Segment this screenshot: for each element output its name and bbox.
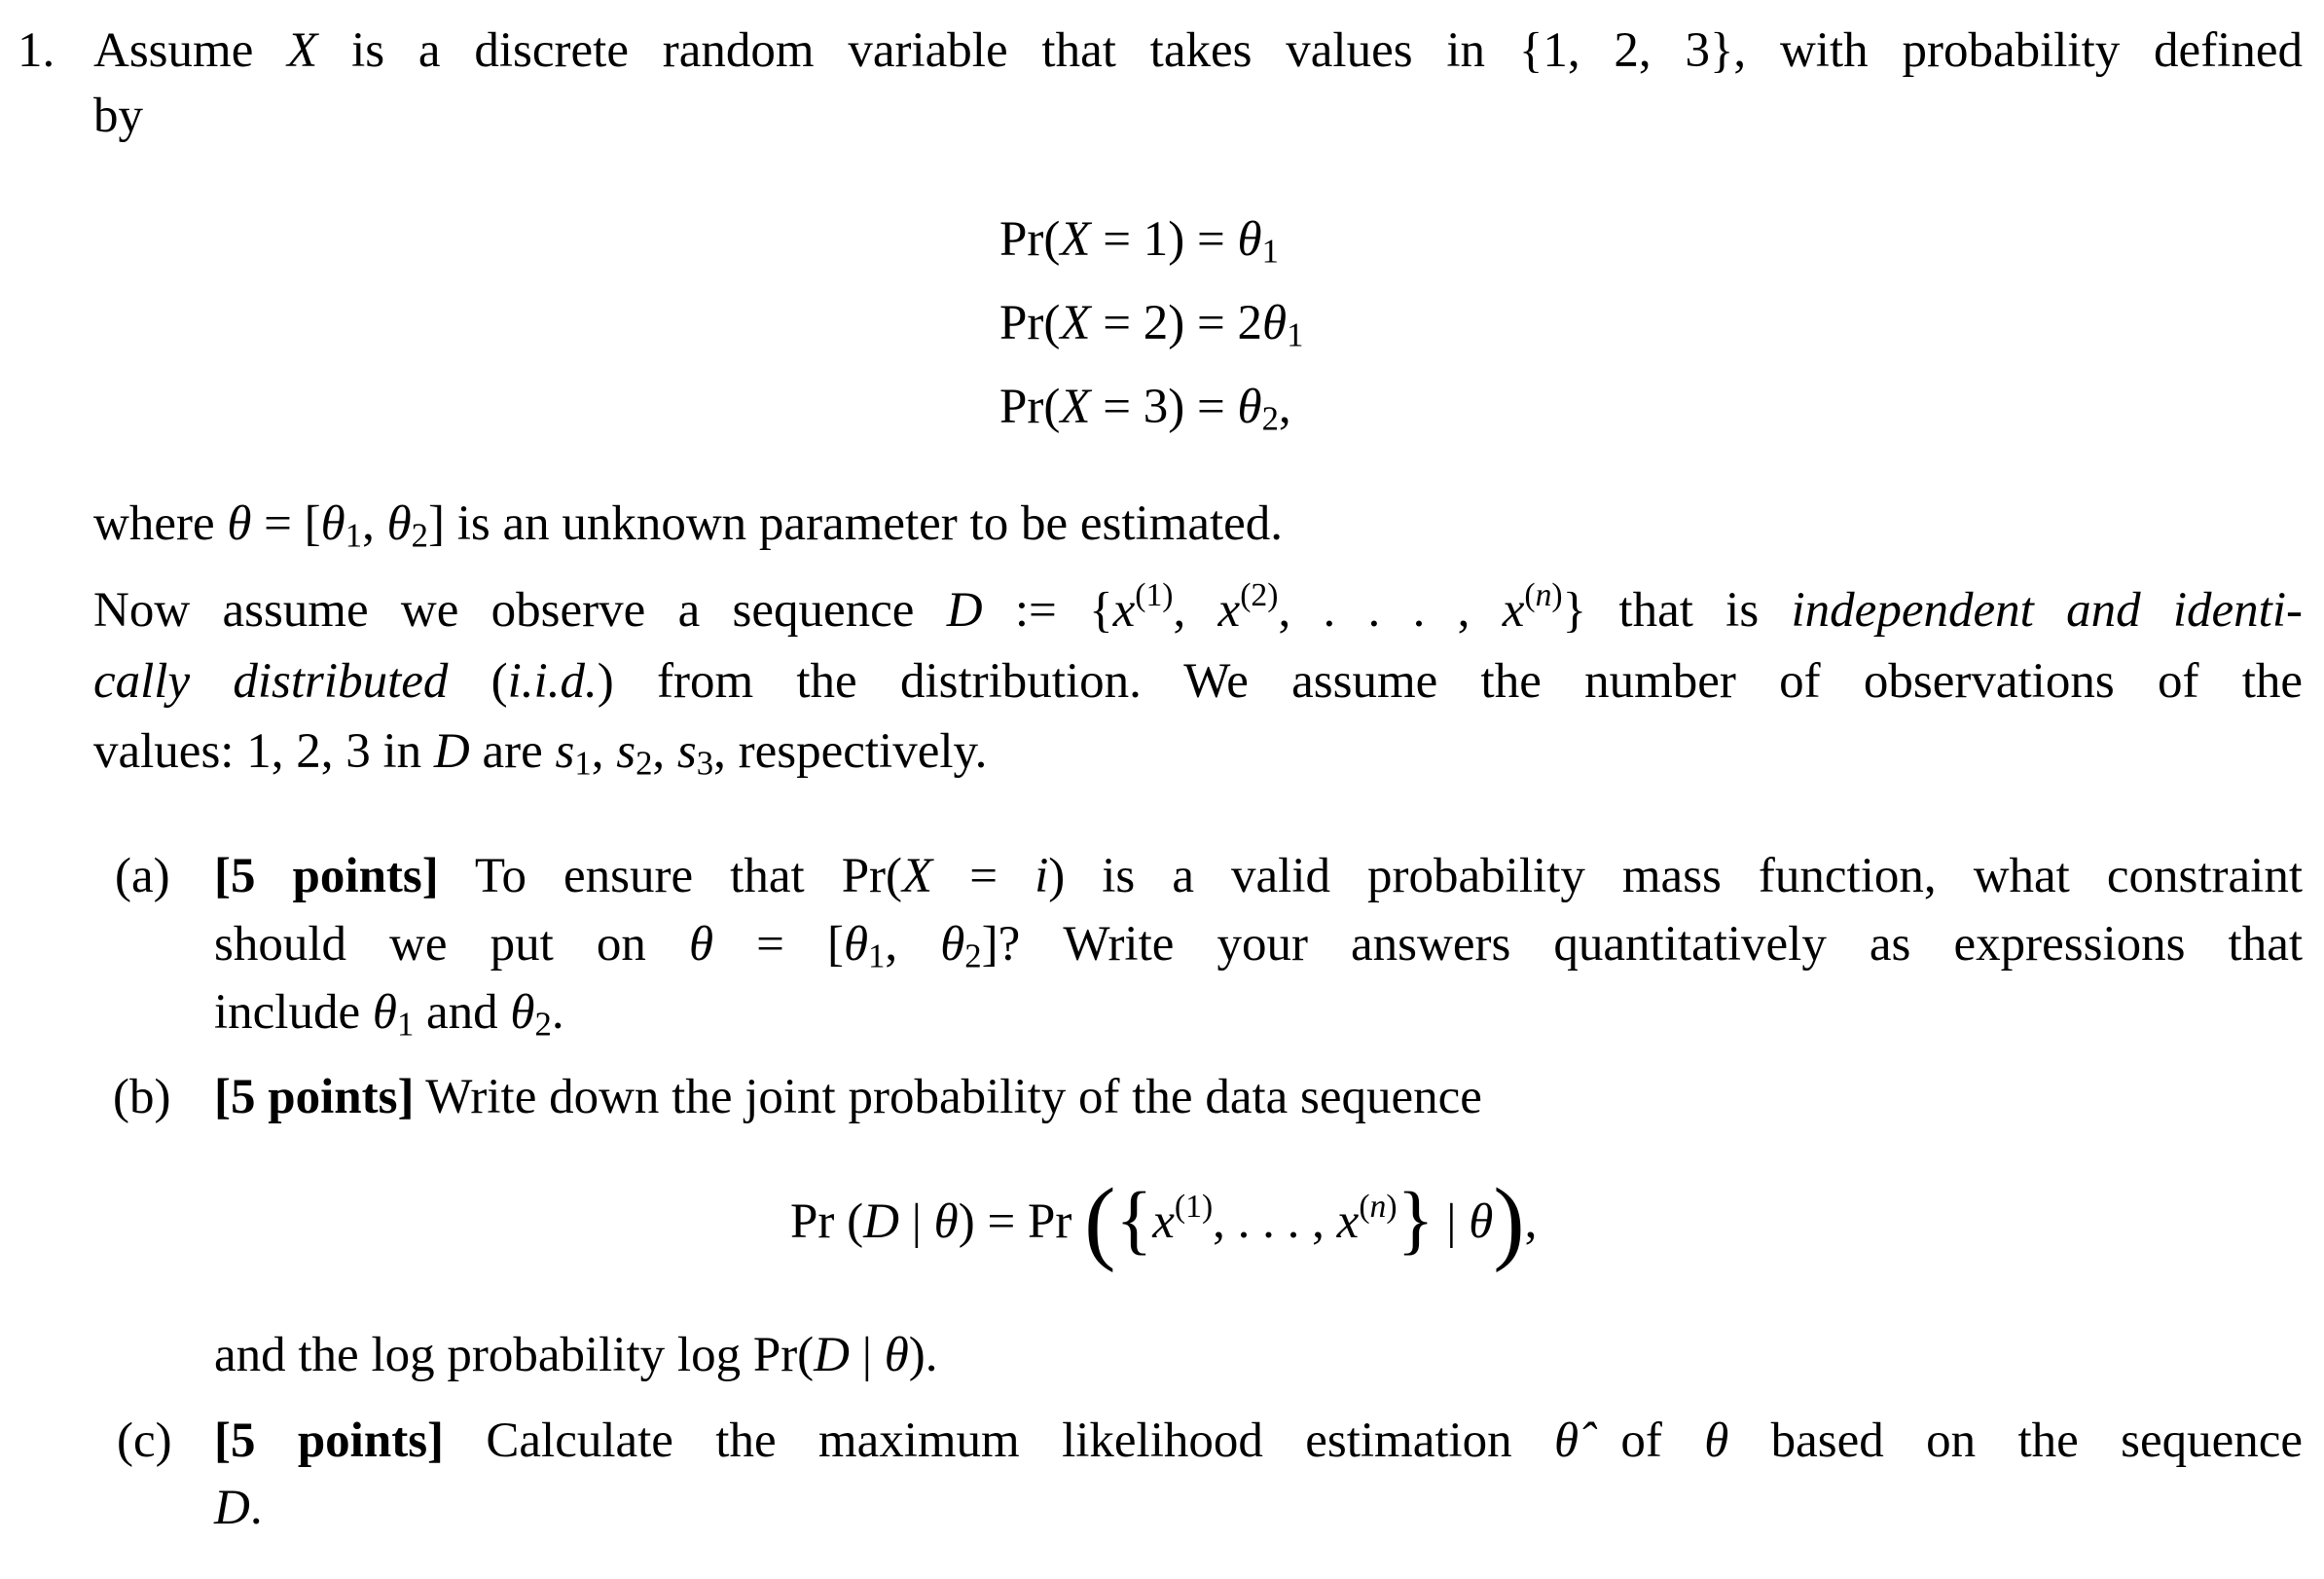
observe-line-1: Now assume we observe a sequence D := {$x^{(1)}$, $x^{(2)}$, . . . , $x^{(n)}$} that is independent and identi- [93, 577, 2303, 638]
equation-1: $Pr(X = 1) = \theta_1$ [999, 212, 1279, 271]
where-line: where $\theta = [\theta_1$, $\theta_2$] is an unknown parameter to be estimated. [93, 496, 1284, 555]
part-b-line-1: [5 points] Write down the joint probability of the data sequence [214, 1070, 1482, 1124]
equation-2: $Pr(X = 2) = 2\theta_1$ [999, 296, 1304, 354]
intro-line-1: Assume X is a discrete random variable that takes values in {1, 2, 3}, with probability defined [93, 23, 2303, 78]
problem-number: 1. [18, 23, 55, 78]
equation-3: $Pr(X = 3) = \theta_2$, [999, 380, 1291, 438]
part-c-line-2: D. [214, 1481, 263, 1535]
part-a-line-3: include $\theta_1$ and $\theta_2$. [214, 985, 564, 1044]
part-c-line-1: [5 points] Calculate the maximum likelihood estimation θ̂ of θ based on the sequence [214, 1414, 2303, 1468]
observe-line-3: values: 1, 2, 3 in D are $s_1$, $s_2$, $s_3$, respectively. [93, 724, 988, 783]
part-c-label: (c) [117, 1414, 172, 1468]
part-a-line-1: [5 points] To ensure that Pr(X = i) is a valid probability mass function, what constraint [214, 849, 2303, 903]
part-a-label: (a) [115, 849, 170, 903]
intro-line-2: by [93, 89, 143, 143]
observe-line-2: cally distributed (i.i.d.) from the distribution. We assume the number of observations of the [93, 654, 2304, 709]
part-b-line-2: and the log probability log Pr(D | θ). [214, 1328, 938, 1382]
part-a-line-2: should we put on $\theta = [\theta_1$, $\theta_2$]? Write your answers quantitatively as expressions that [214, 917, 2304, 975]
part-b-label: (b) [113, 1070, 171, 1124]
part-b-display-equation: Pr (D | θ) = Pr ({$x^{(1)}$, . . . , $x^{(n)}$} | θ), [790, 1168, 1538, 1273]
